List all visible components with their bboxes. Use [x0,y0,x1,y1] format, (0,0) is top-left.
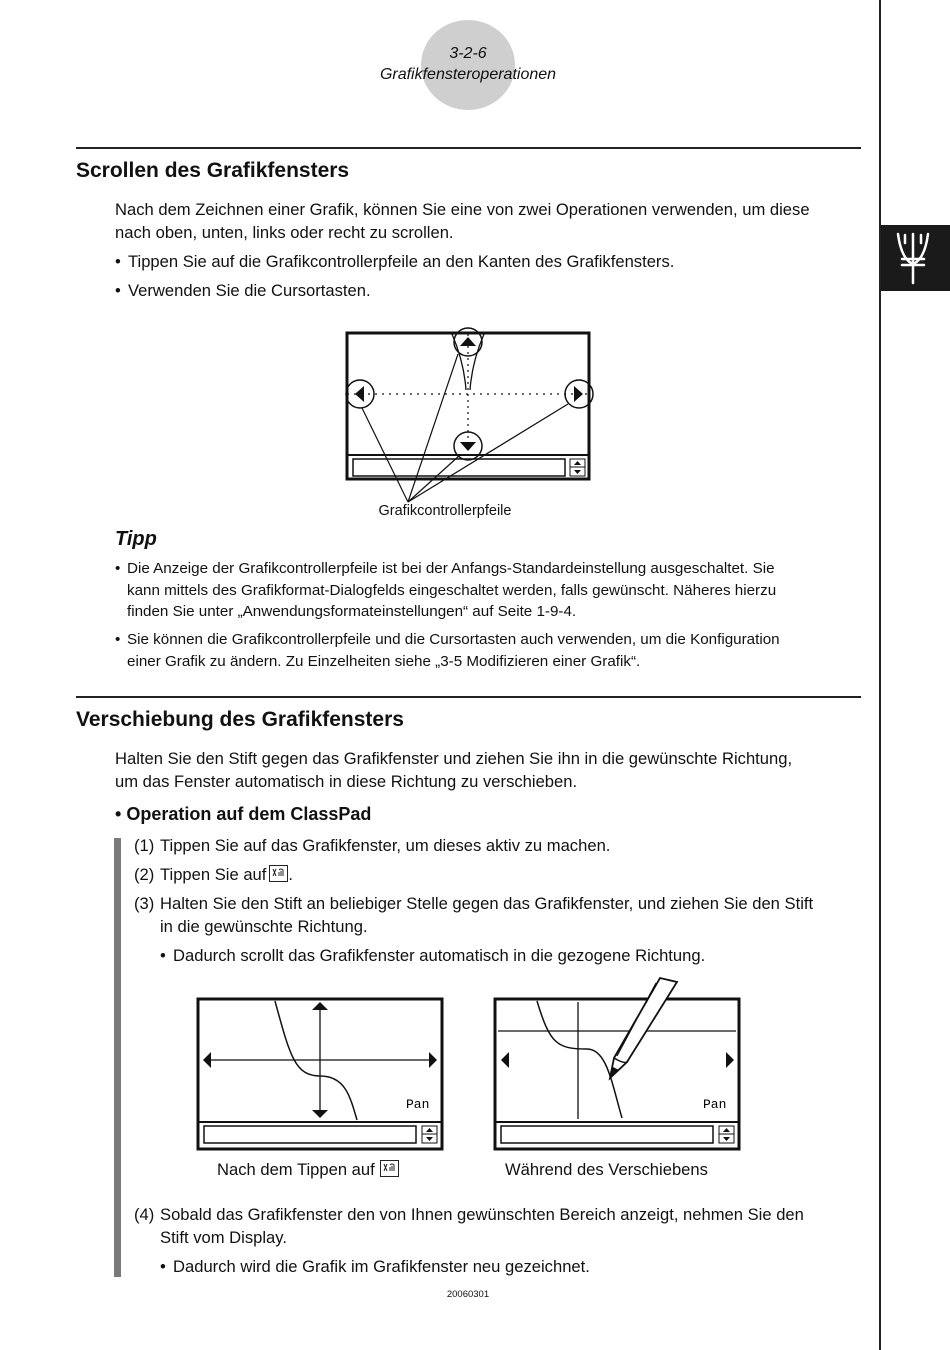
chapter-side-tab [881,225,950,291]
pan-icon [269,865,288,882]
svg-text:Pan: Pan [703,1097,727,1112]
page-number: 3-2-6 [449,45,487,62]
figure-caption: Während des Verschiebens [505,1160,708,1179]
pan-icon [380,1160,399,1177]
graph-controller-figure [340,322,600,507]
procedure-bar [114,838,121,1277]
pan-screen-right [492,974,742,1152]
pan-screen-left [195,996,445,1152]
section-rule [76,147,861,149]
paragraph: Nach dem Zeichnen einer Grafik, können Sie eine von zwei Operationen verwenden, um diese [115,200,810,219]
section-rule [76,696,861,698]
paragraph: Halten Sie den Stift gegen das Grafikfenster und ziehen Sie ihn in die gewünschte Richtung, [115,749,793,768]
figure-caption: Grafikcontrollerpfeile [378,503,512,519]
operation-heading: • Operation auf dem ClassPad [115,804,372,824]
graph-tab-icon [881,225,950,291]
tip-heading: Tipp [115,528,157,550]
header-circle [421,20,515,110]
header-section-title: Grafikfensteroperationen [379,66,557,83]
scroll-icon [570,459,585,476]
paragraph: um das Fenster automatisch in diese Richtung zu verschieben. [115,772,578,791]
right-margin-line [879,0,881,1350]
footer-code: 20060301 [446,1289,490,1300]
section-title: Scrollen des Grafikfensters [76,159,350,182]
figure-caption: Nach dem Tippen auf [217,1160,399,1180]
scroll-icon [719,1126,734,1143]
paragraph: nach oben, unten, links oder recht zu scrollen. [115,223,454,242]
svg-text:Pan: Pan [406,1097,430,1112]
section-title: Verschiebung des Grafikfensters [76,708,404,731]
scroll-icon [422,1126,437,1143]
